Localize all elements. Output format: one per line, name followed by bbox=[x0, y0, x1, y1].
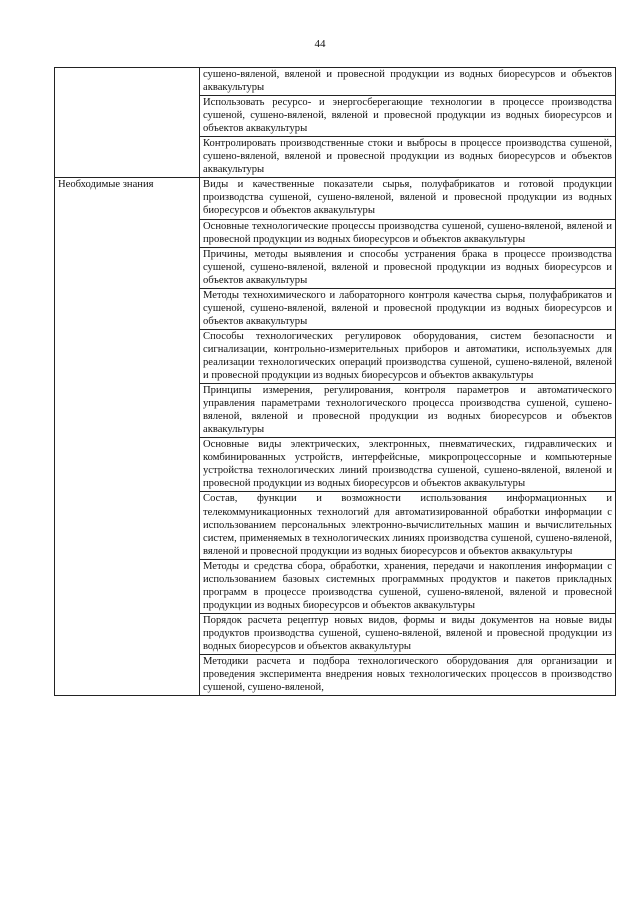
table-cell: Основные технологические процессы производства сушеной, сушено-вяленой, вяленой и провесной продукции из водных биоресурсов и объектов аквакультуры bbox=[200, 219, 616, 247]
table-cell: Контролировать производственные стоки и выбросы в процессе производства сушеной, сушено-вяленой, вяленой и провесной продукции из водных биоресурсов и объектов аквакультуры bbox=[200, 137, 616, 178]
table-cell: Виды и качественные показатели сырья, полуфабрикатов и готовой продукции производства сушеной, сушено-вяленой, вяленой и провесной продукции из водных биоресурсов и объектов аквакультуры bbox=[200, 178, 616, 219]
table-cell: Способы технологических регулировок оборудования, систем безопасности и сигнализации, контрольно-измерительных приборов и автоматики, используемых для реализации технологических операций производства сушеной, сушено-вяленой, вяленой и провесной продукции из водных биоресурсов и объектов аквакультуры bbox=[200, 329, 616, 383]
table-row bbox=[55, 68, 616, 96]
table-cell: Использовать ресурсо- и энергосберегающие технологии в процессе производства сушеной, сушено-вяленой, вяленой и провесной продукции из водных биоресурсов и объектов аквакультуры bbox=[200, 96, 616, 137]
table-cell: Основные виды электрических, электронных, пневматических, гидравлических и комбинированных устройств, интерфейсные, микропроцессорные и компьютерные устройства технологических линий производства сушеной, сушено-вяленой, вяленой и провесной продукции из водных биоресурсов и объектов аквакультуры bbox=[200, 438, 616, 492]
table-cell: сушено-вяленой, вяленой и провесной продукции из водных биоресурсов и объектов аквакультуры bbox=[200, 68, 616, 96]
page-number: 44 bbox=[314, 38, 326, 50]
section-label bbox=[55, 68, 200, 178]
table-row bbox=[55, 178, 616, 219]
table-cell: Причины, методы выявления и способы устранения брака в процессе производства сушеной, сушено-вяленой, вяленой и провесной продукции из водных биоресурсов и объектов аквакультуры bbox=[200, 247, 616, 288]
table-cell: Состав, функции и возможности использования информационных и телекоммуникационных технологий для автоматизированной обработки информации с использованием персональных электронно-вычислительных машин и вычислительных систем, применяемых в технологических линиях производства сушеной, сушено-вяленой, вяленой и провесной продукции из водных биоресурсов и объектов аквакультуры bbox=[200, 492, 616, 559]
table-cell: Методики расчета и подбора технологического оборудования для организации и проведения эксперимента внедрения новых технологических процессов в производство сушеной, сушено-вяленой, bbox=[200, 655, 616, 696]
requirements-table bbox=[54, 67, 616, 696]
table-cell: Методы и средства сбора, обработки, хранения, передачи и накопления информации с использованием базовых системных программных продуктов и пакетов прикладных программ в процессе производства сушеной, сушено-вяленой, вяленой и провесной продукции из водных биоресурсов и объектов аквакультуры bbox=[200, 559, 616, 613]
table-cell: Порядок расчета рецептур новых видов, формы и виды документов на новые виды продуктов производства сушеной, сушено-вяленой, вяленой и провесной продукции из водных биоресурсов и объектов аквакультуры bbox=[200, 613, 616, 654]
table-cell: Принципы измерения, регулирования, контроля параметров и автоматического управления параметрами технологического процесса производства сушеной, сушено-вяленой, вяленой и провесной продукции из водных биоресурсов и объектов аквакультуры bbox=[200, 384, 616, 438]
table-cell: Методы технохимического и лабораторного контроля качества сырья, полуфабрикатов и сушеной, сушено-вяленой, вяленой и провесной продукции из водных биоресурсов и объектов аквакультуры bbox=[200, 288, 616, 329]
section-label: Необходимые знания bbox=[55, 178, 200, 696]
